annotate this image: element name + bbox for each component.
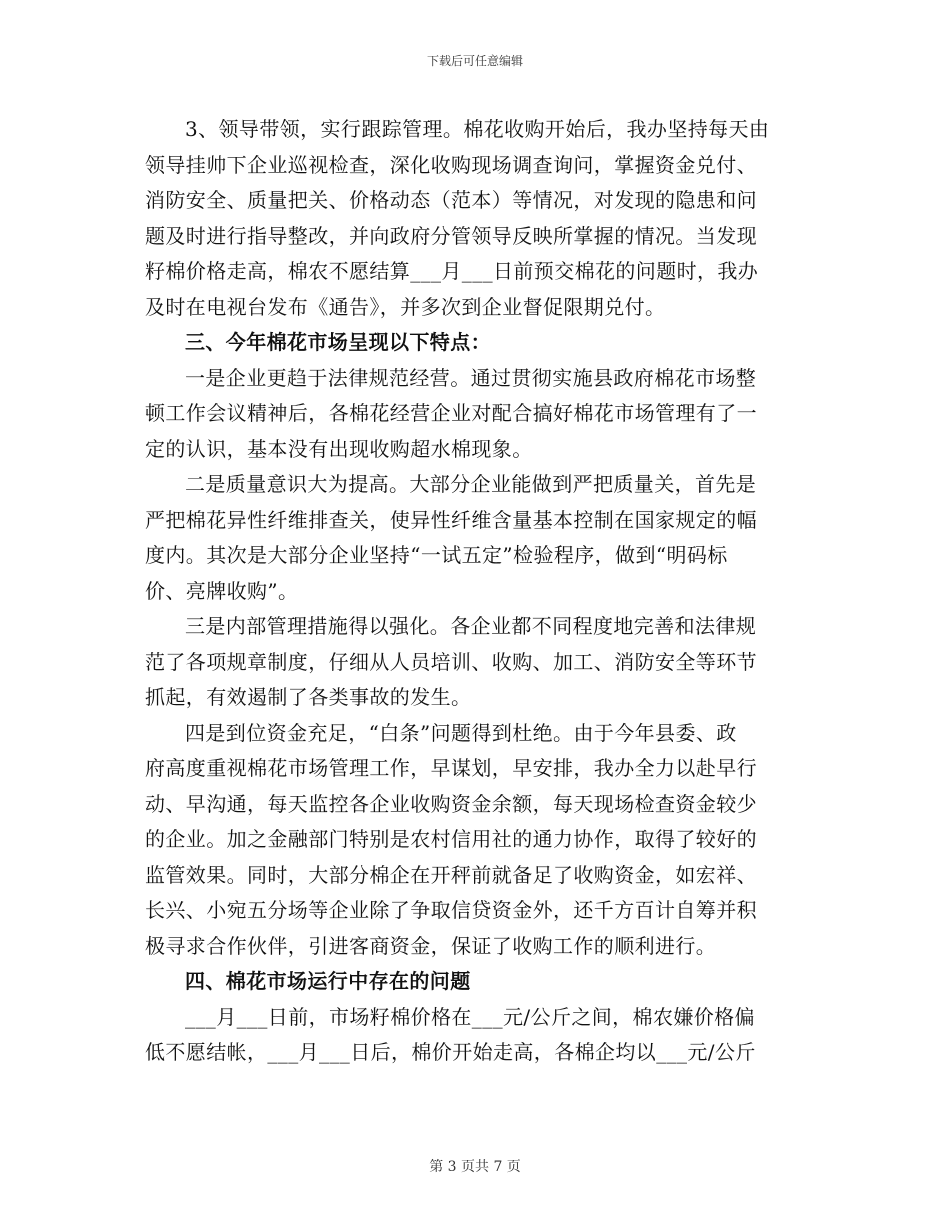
paragraph-line: 及时在电视台发布《通告》，并多次到企业督促限期兑付。 bbox=[145, 294, 666, 319]
paragraph-line: 抓起，有效遏制了各类事故的发生。 bbox=[145, 685, 472, 709]
paragraph-line: 监管效果。同时，大部分棉企在开秤前就备足了收购资金，如宏祥、 bbox=[145, 862, 757, 887]
paragraph-line: 价、亮牌收购”。 bbox=[145, 578, 299, 603]
document-body bbox=[145, 112, 805, 1071]
paragraph-line: 一是企业更趋于法律规范经营。通过贯彻实施县政府棉花市场整 bbox=[185, 365, 757, 390]
paragraph-line: 府高度重视棉花市场管理工作，早谋划，早安排，我办全力以赴早行 bbox=[145, 756, 757, 780]
paragraph-line: 低不愿结帐，___月___日后，棉价开始走高，各棉企均以___元/公斤 bbox=[145, 1040, 756, 1064]
paragraph-line: 题及时进行指导整改，并向政府分管领导反映所掌握的情况。当发现 bbox=[145, 223, 757, 248]
paragraph-line: 顿工作会议精神后，各棉花经营企业对配合搞好棉花市场管理有了一 bbox=[145, 401, 757, 425]
page-footer: 第 3 页共 7 页 bbox=[429, 1159, 521, 1175]
paragraph-line: 的企业。加之金融部门特别是农村信用社的通力协作，取得了较好的 bbox=[145, 827, 757, 851]
paragraph-line: 极寻求合作伙伴，引进客商资金，保证了收购工作的顺利进行。 bbox=[145, 933, 717, 958]
page-header: 下载后可任意编辑 bbox=[426, 54, 523, 68]
paragraph-line: 度内。其次是大部分企业坚持“一试五定”检验程序，做到“明码标 bbox=[145, 543, 728, 567]
paragraph-line: 籽棉价格走高，棉农不愿结算___月___日前预交棉花的问题时，我办 bbox=[145, 259, 759, 283]
paragraph-line: 严把棉花异性纤维排查关，使异性纤维含量基本控制在国家规定的幅 bbox=[145, 507, 757, 532]
paragraph-line: 长兴、小宛五分场等企业除了争取信贷资金外，还千方百计自筹并积 bbox=[145, 898, 757, 922]
section-heading: 三、今年棉花市场呈现以下特点： bbox=[185, 330, 491, 354]
section-heading: 四、棉花市场运行中存在的问题 bbox=[185, 969, 471, 993]
paragraph-line: 四是到位资金充足，“白条”问题得到杜绝。由于今年县委、政 bbox=[185, 720, 737, 745]
paragraph-line: 范了各项规章制度，仔细从人员培训、收购、加工、消防安全等环节 bbox=[145, 649, 757, 674]
paragraph-line: ___月___日前，市场籽棉价格在___元/公斤之间，棉农嫌价格偏 bbox=[185, 1004, 755, 1029]
paragraph-line: 3、领导带领，实行跟踪管理。棉花收购开始后，我办坚持每天由 bbox=[185, 117, 770, 141]
paragraph-line: 定的认识，基本没有出现收购超水棉现象。 bbox=[145, 436, 533, 461]
paragraph-line: 领导挂帅下企业巡视检查，深化收购现场调查询问，掌握资金兑付、 bbox=[145, 152, 757, 177]
paragraph-line: 三是内部管理措施得以强化。各企业都不同程度地完善和法律规 bbox=[185, 614, 757, 638]
paragraph-line: 动、早沟通，每天监控各企业收购资金余额，每天现场检查资金较少 bbox=[145, 791, 757, 816]
paragraph-line: 二是质量意识大为提高。大部分企业能做到严把质量关，首先是 bbox=[185, 472, 757, 496]
paragraph-line: 消防安全、质量把关、价格动态（范本）等情况，对发现的隐患和问 bbox=[145, 188, 757, 212]
